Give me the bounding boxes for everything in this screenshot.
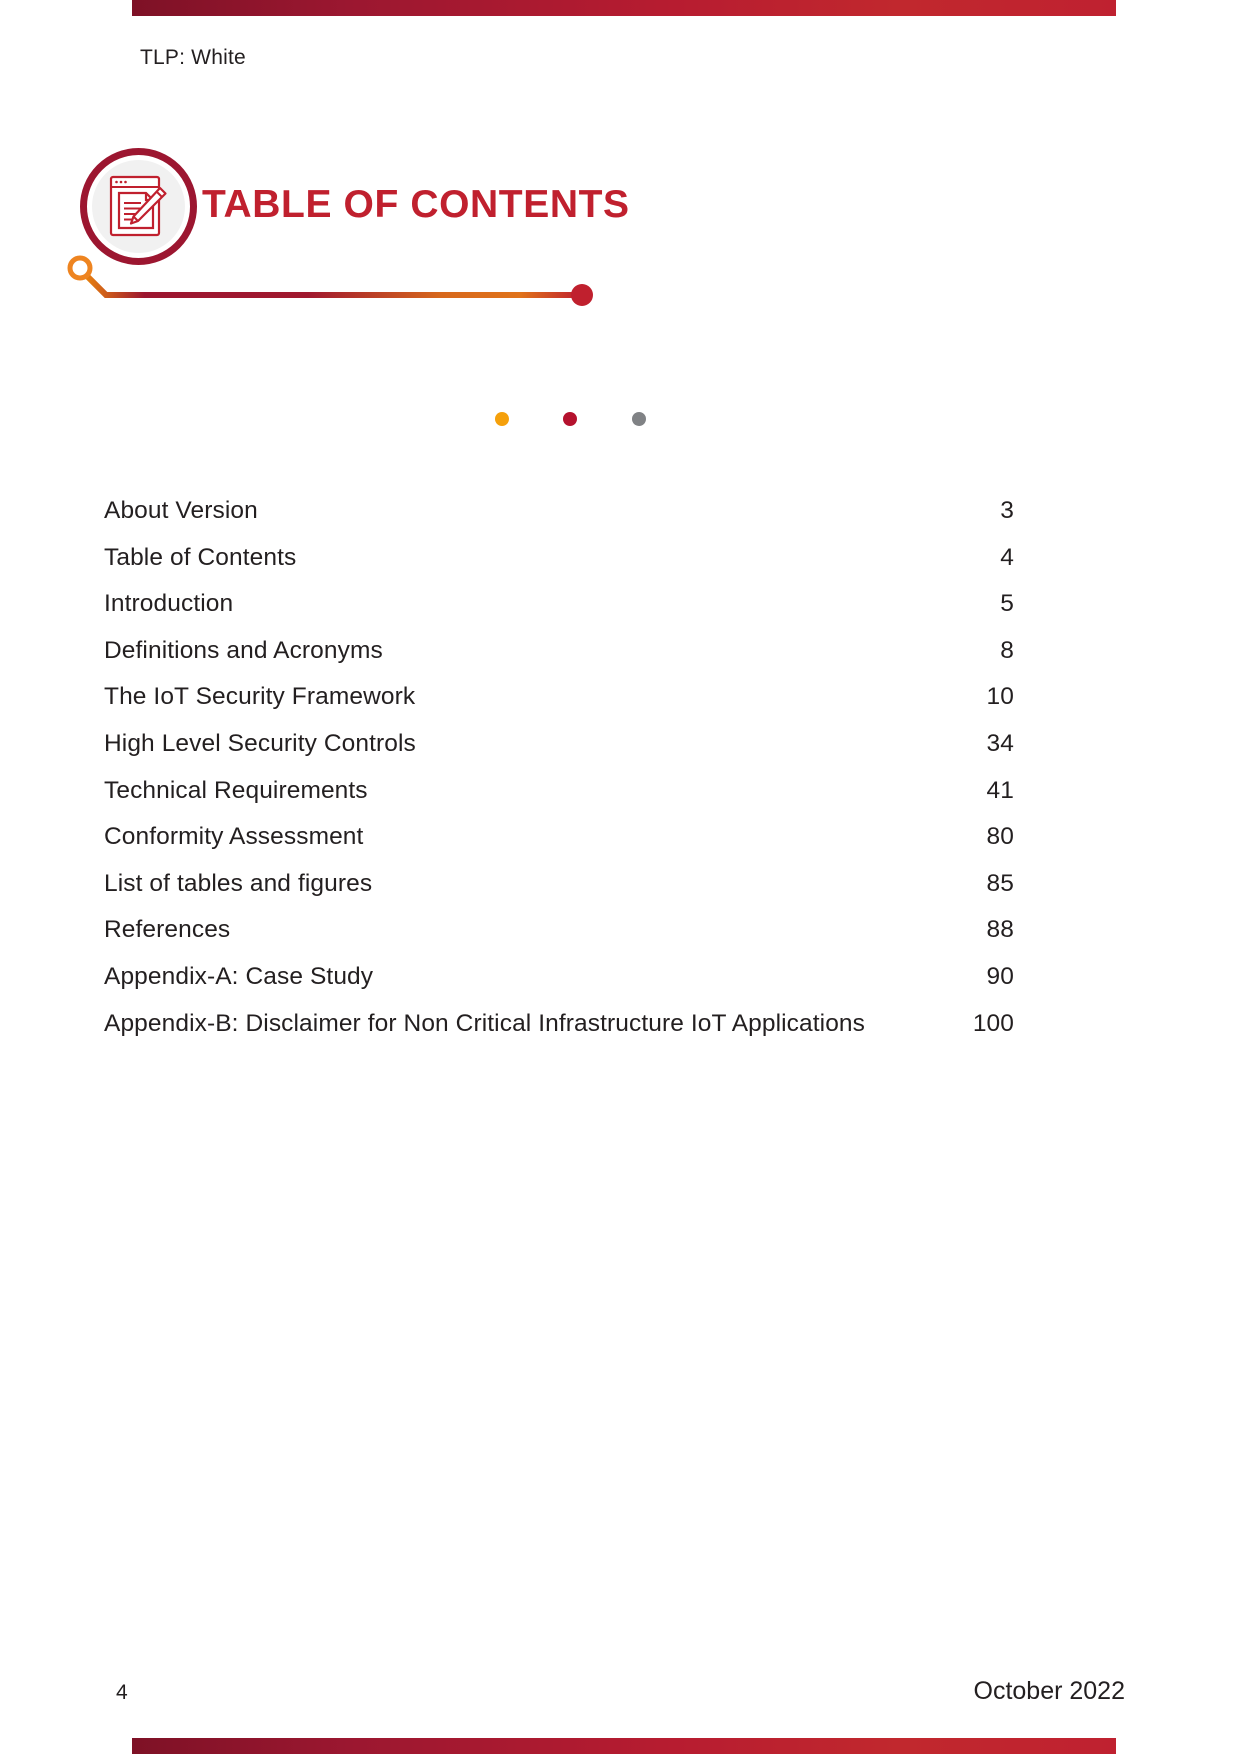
dot-gray-icon [632, 412, 646, 426]
decorative-dots [495, 412, 655, 430]
orange-ring-icon [70, 258, 90, 278]
toc-entry-label: Technical Requirements [104, 776, 368, 804]
toc-entry-page: 3 [1000, 497, 1014, 524]
toc-entry-page: 90 [986, 962, 1014, 990]
toc-entry-page: 5 [1000, 590, 1014, 618]
toc-entry-page: 100 [972, 1009, 1014, 1037]
header-accent-bar [132, 0, 1116, 16]
footer-date: October 2022 [973, 1677, 1125, 1705]
dot-orange-icon [495, 412, 509, 426]
toc-entry-page: 85 [986, 869, 1014, 897]
toc-entry[interactable] [104, 823, 1014, 870]
toc-entry[interactable] [104, 683, 1014, 730]
title-connector-graphic [60, 248, 620, 310]
toc-entry[interactable] [104, 637, 1014, 684]
red-dot-icon [571, 284, 593, 306]
toc-entry-label: Definitions and Acronyms [104, 636, 383, 664]
toc-entry-label: Appendix-B: Disclaimer for Non Critical Infrastructure IoT Applications [104, 1009, 866, 1037]
toc-entry-page: 41 [986, 776, 1014, 804]
toc-entry-page: 4 [1000, 543, 1014, 571]
toc-entry-label: References [104, 916, 231, 944]
toc-entry-page: 8 [1000, 636, 1014, 664]
toc-entry[interactable] [104, 1010, 1014, 1057]
table-of-contents-list [104, 497, 1014, 1056]
footer-accent-bar [132, 1738, 1116, 1754]
toc-entry-label: The IoT Security Framework [104, 683, 416, 711]
toc-entry-page: 88 [986, 916, 1014, 944]
toc-entry-label: Table of Contents [104, 543, 297, 571]
toc-entry[interactable] [104, 544, 1014, 591]
toc-entry[interactable] [104, 730, 1014, 777]
toc-entry-page: 34 [986, 729, 1014, 757]
toc-entry-label: Appendix-A: Case Study [104, 962, 374, 990]
toc-entry-label: Conformity Assessment [104, 823, 364, 851]
tlp-classification-label: TLP: White [140, 46, 246, 69]
toc-entry-label: High Level Security Controls [104, 729, 416, 757]
footer-page-number: 4 [116, 1681, 128, 1704]
page-title: TABLE OF CONTENTS [202, 183, 630, 226]
toc-entry[interactable] [104, 870, 1014, 917]
toc-entry[interactable] [104, 963, 1014, 1010]
toc-entry-label: List of tables and figures [104, 869, 373, 897]
dot-crimson-icon [563, 412, 577, 426]
toc-entry[interactable] [104, 916, 1014, 963]
page-footer [116, 1677, 1125, 1706]
toc-entry-page: 80 [986, 823, 1014, 851]
toc-entry[interactable] [104, 497, 1014, 544]
toc-entry[interactable] [104, 590, 1014, 637]
toc-entry-label: About Version [104, 497, 258, 524]
toc-entry-label: Introduction [104, 590, 234, 618]
toc-entry-page: 10 [986, 683, 1014, 711]
toc-entry[interactable] [104, 777, 1014, 824]
